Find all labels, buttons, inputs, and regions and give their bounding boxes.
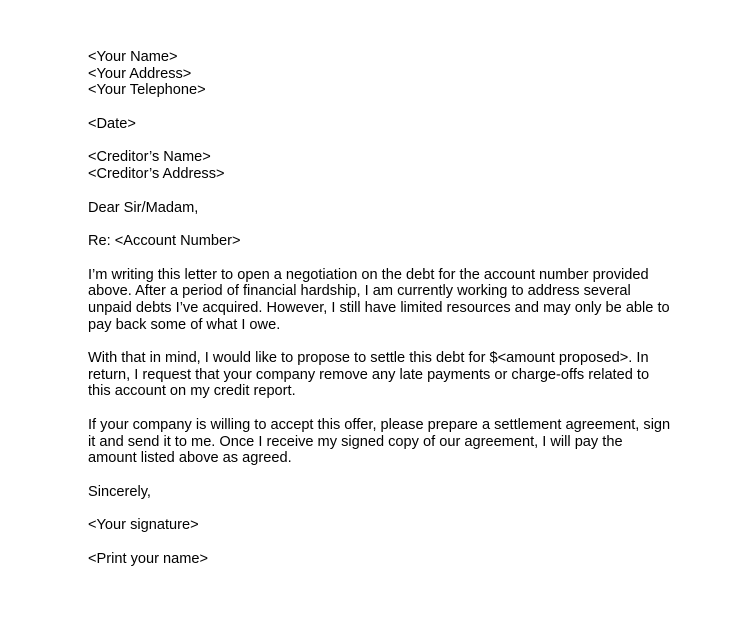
salutation: Dear Sir/Madam, <box>88 199 199 216</box>
letter <box>88 49 671 584</box>
reference-block <box>88 233 668 250</box>
closing: Sincerely, <box>88 483 151 500</box>
printed-name-placeholder: <Print your name> <box>88 550 209 567</box>
paragraph-line: amount listed above as agreed. <box>88 450 292 467</box>
printed-name-block <box>88 551 668 568</box>
paragraph-line: unpaid debts I’ve acquired. However, I still have limited resources and may only be able to <box>88 299 670 316</box>
salutation-block <box>88 200 668 217</box>
paragraph-line: pay back some of what I owe. <box>88 316 281 333</box>
body-paragraph-1 <box>88 267 668 333</box>
paragraph-line: With that in mind, I would like to propose to settle this debt for $<amount proposed>. In <box>88 350 649 367</box>
body-paragraph-3 <box>88 416 671 467</box>
sender-name: <Your Name> <box>88 49 178 65</box>
signature-block <box>88 517 668 534</box>
body-paragraph-2 <box>88 350 668 400</box>
signature-placeholder: <Your signature> <box>88 517 199 534</box>
sender-address: <Your Address> <box>88 65 192 82</box>
sender-block <box>88 49 668 99</box>
paragraph-line: it and send it to me. Once I receive my signed copy of our agreement, I will pay the <box>88 433 623 450</box>
creditor-block <box>88 149 668 182</box>
paragraph-line: return, I request that your company remove any late payments or charge-offs related to <box>88 366 650 383</box>
creditor-address: <Creditor’s Address> <box>88 165 225 182</box>
letter-date: <Date> <box>88 115 136 132</box>
date-block <box>88 116 668 133</box>
sender-telephone: <Your Telephone> <box>88 82 206 99</box>
closing-block <box>88 484 668 501</box>
paragraph-line: this account on my credit report. <box>88 383 296 400</box>
paragraph-line: I’m writing this letter to open a negotiation on the debt for the account number provided <box>88 266 649 283</box>
creditor-name: <Creditor’s Name> <box>88 149 211 166</box>
paragraph-line: above. After a period of financial hardship, I am currently working to address several <box>88 283 631 300</box>
reference-line: Re: <Account Number> <box>88 233 241 250</box>
paragraph-line: If your company is willing to accept this offer, please prepare a settlement agreement, sign <box>88 416 671 433</box>
